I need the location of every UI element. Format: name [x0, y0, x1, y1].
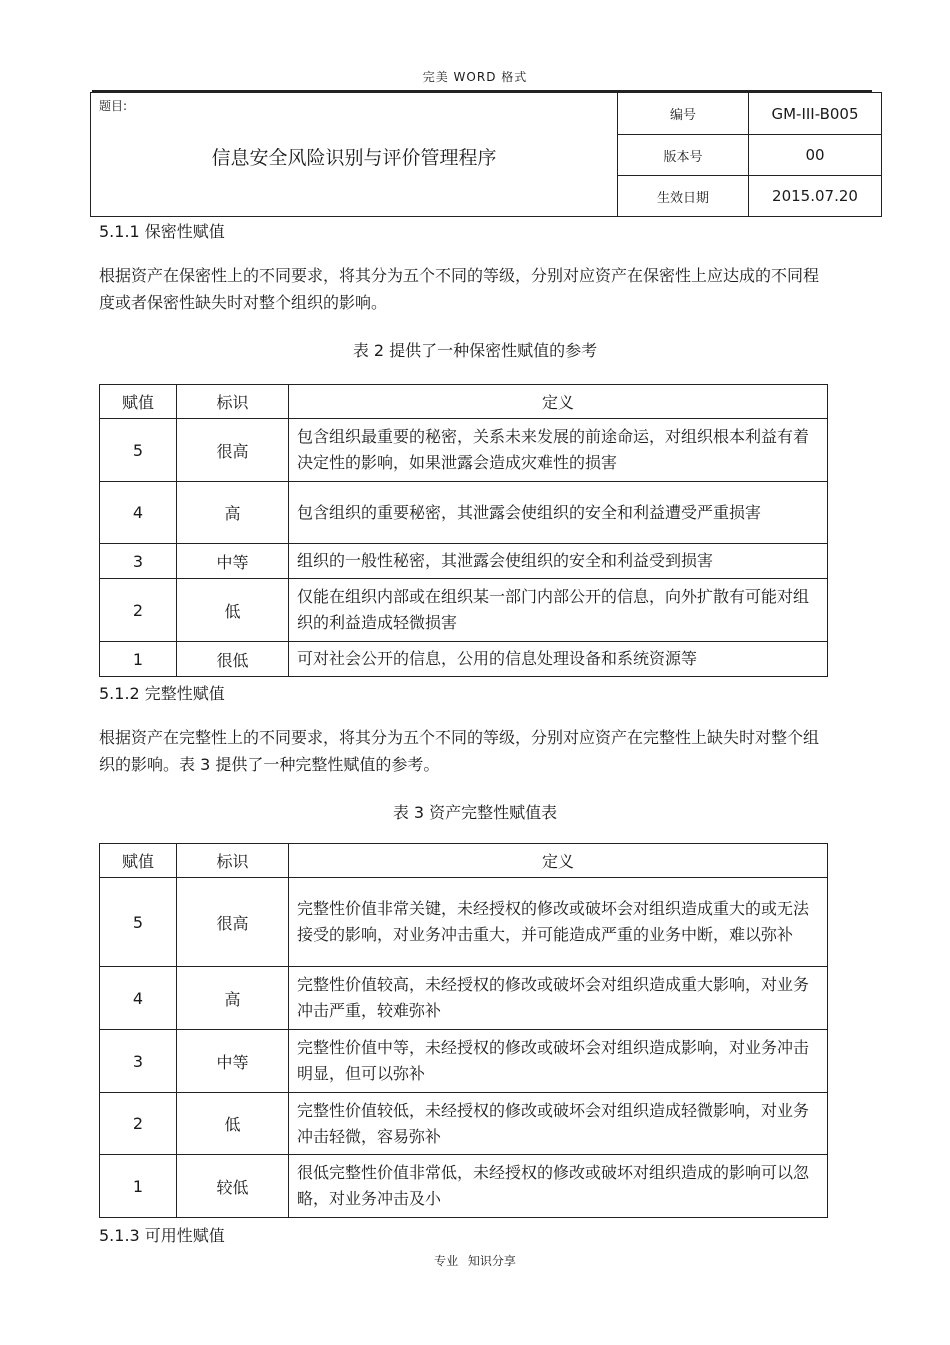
row-value: 3: [100, 1030, 177, 1093]
row-definition: 包含组织最重要的秘密，关系未来发展的前途命运，对组织根本利益有着决定性的影响，如果泄露会造成灾难性的损害: [289, 419, 828, 482]
row-label: 较低: [177, 1155, 289, 1218]
version-label: 版本号: [618, 135, 749, 176]
row-label: 很高: [177, 878, 289, 967]
table-row: [100, 419, 828, 482]
document-header-table: [90, 92, 882, 217]
row-definition: 很低完整性价值非常低，未经授权的修改或破坏对组织造成的影响可以忽略，对业务冲击及小: [289, 1155, 828, 1218]
header-label: 标识: [177, 844, 289, 878]
row-label: 低: [177, 579, 289, 642]
table-row: [100, 1155, 828, 1218]
row-value: 4: [100, 482, 177, 544]
table-row: [100, 544, 828, 579]
table-header-row: [100, 385, 828, 419]
row-definition: 完整性价值较低，未经授权的修改或破坏会对组织造成轻微影响，对业务冲击轻微，容易弥补: [289, 1093, 828, 1155]
page-header-text: 完美 WORD 格式: [422, 70, 528, 84]
page-footer-text: 专业 知识分享: [434, 1254, 516, 1268]
table-caption-confidentiality: 表 2 提供了一种保密性赋值的参考: [352, 341, 598, 360]
table-caption-integrity: 表 3 资产完整性赋值表: [392, 803, 558, 822]
version-value: 00: [749, 135, 882, 176]
effective-date-value: 2015.07.20: [749, 176, 882, 217]
row-value: 2: [100, 1093, 177, 1155]
section-heading-confidentiality: 5.1.1 保密性赋值: [99, 222, 225, 241]
table-header-row: [100, 844, 828, 878]
row-definition: 可对社会公开的信息，公用的信息处理设备和系统资源等: [289, 642, 828, 677]
header-label: 标识: [177, 385, 289, 419]
row-value: 1: [100, 1155, 177, 1218]
integrity-table: [99, 843, 828, 1218]
paragraph-integrity: 根据资产在完整性上的不同要求，将其分为五个不同的等级，分别对应资产在完整性上缺失时对整个组织的影响。表 3 提供了一种完整性赋值的参考。: [99, 728, 820, 774]
row-label: 低: [177, 1093, 289, 1155]
row-value: 3: [100, 544, 177, 579]
doc-title: 信息安全风险识别与评价管理程序: [211, 147, 497, 169]
header-value: 赋值: [100, 385, 177, 419]
row-label: 中等: [177, 544, 289, 579]
header-definition: 定义: [289, 844, 828, 878]
row-label: 很低: [177, 642, 289, 677]
table-row: [100, 1030, 828, 1093]
row-definition: 仅能在组织内部或在组织某一部门内部公开的信息，向外扩散有可能对组织的利益造成轻微损害: [289, 579, 828, 642]
doc-number-label: 编号: [618, 93, 749, 135]
confidentiality-table: [99, 384, 828, 677]
paragraph-confidentiality: 根据资产在保密性上的不同要求，将其分为五个不同的等级，分别对应资产在保密性上应达成的不同程度或者保密性缺失时对整个组织的影响。: [99, 266, 820, 312]
row-label: 高: [177, 967, 289, 1030]
topic-label: 题目:: [99, 99, 128, 113]
doc-title-cell: [91, 93, 618, 217]
table-row: [100, 878, 828, 967]
row-definition: 组织的一般性秘密，其泄露会使组织的安全和利益受到损害: [289, 544, 828, 579]
row-label: 高: [177, 482, 289, 544]
row-label: 中等: [177, 1030, 289, 1093]
table-row: [100, 642, 828, 677]
row-definition: 完整性价值较高，未经授权的修改或破坏会对组织造成重大影响，对业务冲击严重，较难弥补: [289, 967, 828, 1030]
row-label: 很高: [177, 419, 289, 482]
row-value: 5: [100, 878, 177, 967]
row-value: 2: [100, 579, 177, 642]
row-value: 1: [100, 642, 177, 677]
header-value: 赋值: [100, 844, 177, 878]
row-definition: 完整性价值中等，未经授权的修改或破坏会对组织造成影响，对业务冲击明显，但可以弥补: [289, 1030, 828, 1093]
table-row: [100, 579, 828, 642]
table-row: [100, 1093, 828, 1155]
row-value: 4: [100, 967, 177, 1030]
header-definition: 定义: [289, 385, 828, 419]
row-value: 5: [100, 419, 177, 482]
effective-date-label: 生效日期: [618, 176, 749, 217]
row-definition: 完整性价值非常关键，未经授权的修改或破坏会对组织造成重大的或无法接受的影响，对业务冲击重大，并可能造成严重的业务中断，难以弥补: [289, 878, 828, 967]
section-heading-availability: 5.1.3 可用性赋值: [99, 1226, 225, 1245]
row-definition: 包含组织的重要秘密，其泄露会使组织的安全和利益遭受严重损害: [289, 482, 828, 544]
section-heading-integrity: 5.1.2 完整性赋值: [99, 684, 225, 703]
table-row: [100, 482, 828, 544]
doc-number-value: GM-III-B005: [749, 93, 882, 135]
table-row: [100, 967, 828, 1030]
